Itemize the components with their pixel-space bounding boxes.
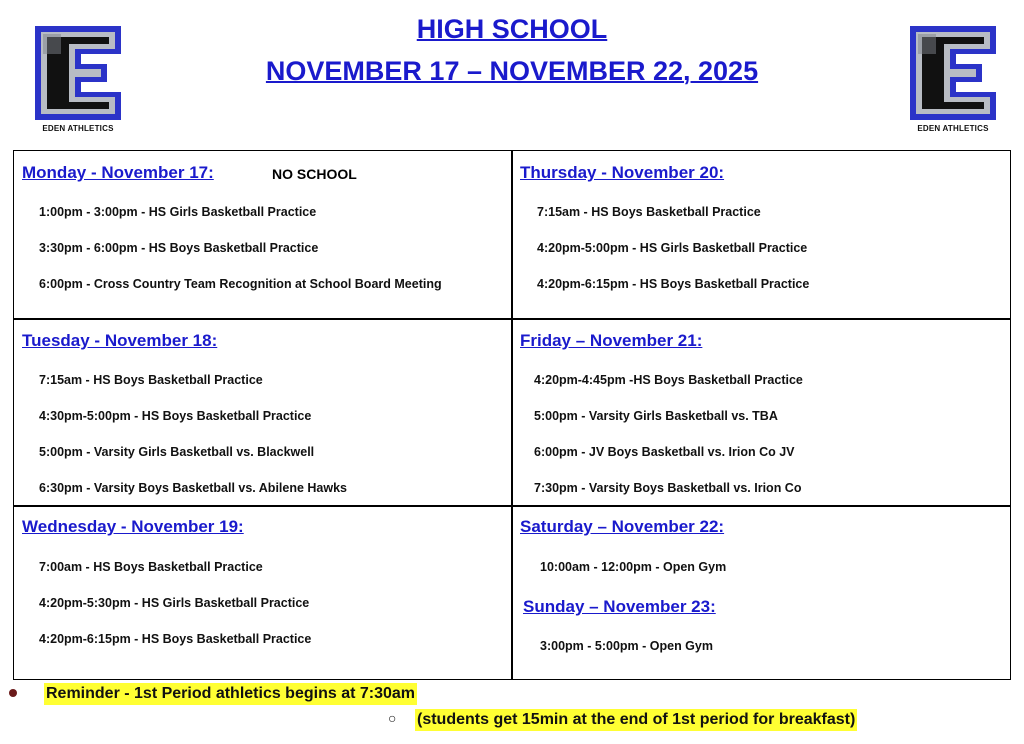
logo-caption: EDEN ATHLETICS [917, 124, 989, 133]
hollow-bullet-icon: ○ [388, 710, 397, 726]
tuesday-heading: Tuesday - November 18: [22, 331, 218, 350]
logo-caption: EDEN ATHLETICS [42, 124, 114, 133]
reminder-text: Reminder - 1st Period athletics begins at 7:30am [44, 683, 417, 705]
date-range-title: NOVEMBER 17 – NOVEMBER 22, 2025 [265, 56, 759, 86]
event-item: 10:00am - 12:00pm - Open Gym [540, 560, 727, 574]
event-item: 4:20pm-5:00pm - HS Girls Basketball Practice [537, 241, 808, 255]
event-item: 3:30pm - 6:00pm - HS Boys Basketball Practice [39, 241, 319, 255]
event-item: 5:00pm - Varsity Girls Basketball vs. TBA [534, 409, 778, 423]
event-item: 7:30pm - Varsity Boys Basketball vs. Irion Co [534, 481, 802, 495]
event-item: 6:00pm - JV Boys Basketball vs. Irion Co JV [534, 445, 795, 459]
event-item: 4:20pm-4:45pm -HS Boys Basketball Practice [534, 373, 803, 387]
saturday-heading: Saturday – November 22: [520, 517, 725, 536]
event-item: 4:30pm-5:00pm - HS Boys Basketball Practice [39, 409, 312, 423]
event-item: 7:00am - HS Boys Basketball Practice [39, 560, 263, 574]
event-item: 4:20pm-5:30pm - HS Girls Basketball Practice [39, 596, 310, 610]
event-item: 1:00pm - 3:00pm - HS Girls Basketball Practice [39, 205, 317, 219]
event-item: 5:00pm - Varsity Girls Basketball vs. Blackwell [39, 445, 315, 459]
no-school-note: NO SCHOOL [272, 166, 357, 182]
bullet-icon [9, 689, 17, 697]
event-item: 6:30pm - Varsity Boys Basketball vs. Abilene Hawks [39, 481, 348, 495]
sunday-heading: Sunday – November 23: [523, 597, 716, 616]
event-item: 4:20pm-6:15pm - HS Boys Basketball Practice [537, 277, 810, 291]
event-item: 7:15am - HS Boys Basketball Practice [537, 205, 761, 219]
schedule-grid [13, 150, 1011, 680]
wednesday-heading: Wednesday - November 19: [22, 517, 244, 536]
event-item: 4:20pm-6:15pm - HS Boys Basketball Practice [39, 632, 312, 646]
reminder-subtext: (students get 15min at the end of 1st period for breakfast) [415, 709, 857, 731]
page-title: HIGH SCHOOL [416, 14, 608, 44]
monday-heading: Monday - November 17: [22, 163, 214, 182]
friday-heading: Friday – November 21: [520, 331, 703, 350]
thursday-heading: Thursday - November 20: [520, 163, 725, 182]
event-item: 7:15am - HS Boys Basketball Practice [39, 373, 263, 387]
event-item: 3:00pm - 5:00pm - Open Gym [540, 639, 713, 653]
event-item: 6:00pm - Cross Country Team Recognition at School Board Meeting [39, 277, 442, 291]
